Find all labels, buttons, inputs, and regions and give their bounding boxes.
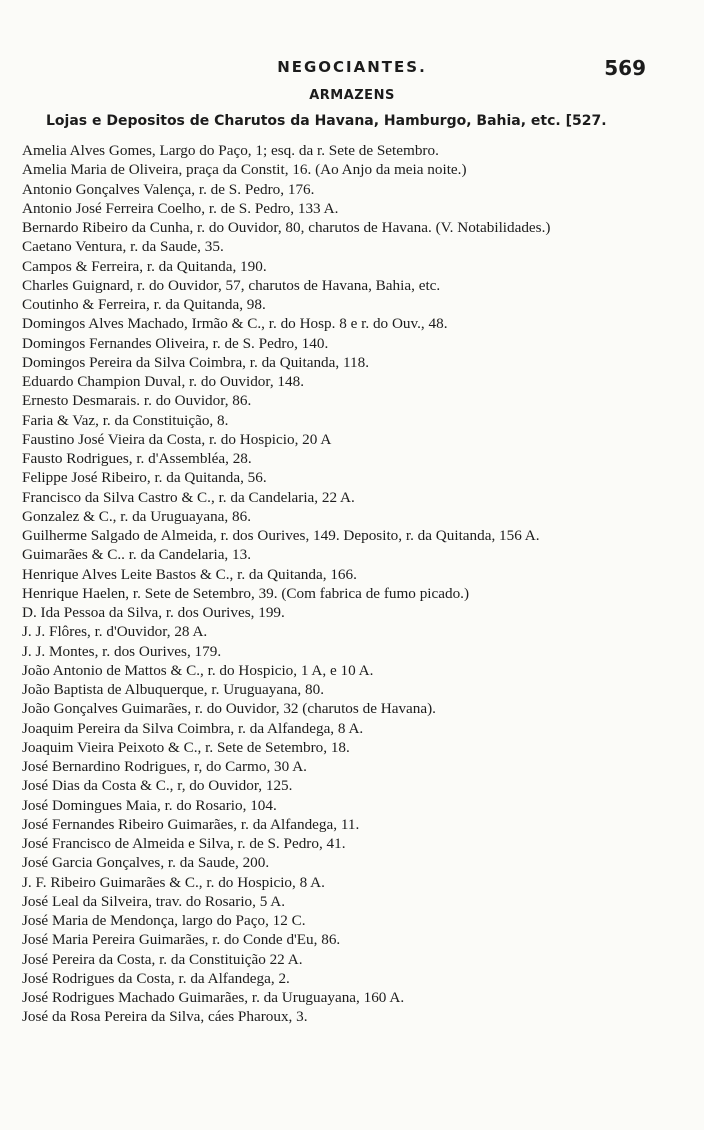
directory-entry: D. Ida Pessoa da Silva, r. dos Ourives, 199. [22, 604, 285, 621]
directory-entry: João Antonio de Mattos & C., r. do Hospicio, 1 A, e 10 A. [22, 661, 374, 679]
directory-entry: José da Rosa Pereira da Silva, cáes Pharoux, 3. [22, 1008, 308, 1026]
directory-entry: Joaquim Vieira Peixoto & C., r. Sete de Setembro, 18. [22, 738, 350, 756]
directory-entry: José Rodrigues Machado Guimarães, r. da Uruguayana, 160 A. [22, 989, 405, 1006]
directory-entry: Antonio José Ferreira Coelho, r. de S. Pedro, 133 A. [22, 199, 339, 217]
directory-entry: Henrique Haelen, r. Sete de Setembro, 39. (Com fabrica de fumo picado.) [22, 584, 470, 602]
directory-entry: José Maria Pereira Guimarães, r. do Conde d'Eu, 86. [22, 931, 341, 949]
directory-entry: Henrique Alves Leite Bastos & C., r. da Quitanda, 166. [22, 565, 357, 583]
directory-entry: Ernesto Desmarais. r. do Ouvidor, 86. [22, 392, 252, 410]
directory-entry: Fausto Rodrigues, r. d'Assembléa, 28. [22, 450, 252, 467]
directory-entry: Antonio Gonçalves Valença, r. de S. Pedro, 176. [22, 180, 315, 198]
directory-entry: João Baptista de Albuquerque, r. Uruguayana, 80. [22, 681, 324, 698]
directory-entry: Gonzalez & C., r. da Uruguayana, 86. [22, 507, 252, 525]
directory-entry: J. J. Montes, r. dos Ourives, 179. [22, 642, 222, 660]
directory-entry: Eduardo Champion Duval, r. do Ouvidor, 148. [22, 373, 305, 390]
running-title: NEGOCIANTES. [277, 58, 427, 76]
directory-entry: Domingos Alves Machado, Irmão & C., r. do Hosp. 8 e r. do Ouv., 48. [22, 315, 448, 333]
entry-list [22, 141, 670, 1027]
directory-entry: José Garcia Gonçalves, r. da Saude, 200. [22, 854, 270, 872]
directory-entry: José Bernardino Rodrigues, r, do Carmo, 30 A. [22, 758, 307, 775]
directory-entry: Francisco da Silva Castro & C., r. da Candelaria, 22 A. [22, 488, 355, 506]
directory-entry: Caetano Ventura, r. da Saude, 35. [22, 238, 224, 256]
directory-entry: Bernardo Ribeiro da Cunha, r. do Ouvidor, 80, charutos de Havana. (V. Notabilidades.) [22, 219, 551, 236]
directory-entry: José Leal da Silveira, trav. do Rosario, 5 A. [22, 892, 286, 910]
directory-entry: Faustino José Vieira da Costa, r. do Hospicio, 20 A [22, 430, 332, 448]
directory-entry: Coutinho & Ferreira, r. da Quitanda, 98. [22, 296, 266, 313]
directory-entry: Felippe José Ribeiro, r. da Quitanda, 56. [22, 469, 267, 487]
section-title: ARMAZENS [309, 88, 395, 103]
directory-entry: Guilherme Salgado de Almeida, r. dos Ourives, 149. Deposito, r. da Quitanda, 156 A. [22, 527, 540, 544]
directory-entry: Campos & Ferreira, r. da Quitanda, 190. [22, 257, 267, 275]
directory-entry: J. J. Flôres, r. d'Ouvidor, 28 A. [22, 623, 208, 641]
directory-entry: José Pereira da Costa, r. da Constituição 22 A. [22, 950, 303, 968]
directory-entry: José Domingues Maia, r. do Rosario, 104. [22, 796, 277, 814]
directory-entry: João Gonçalves Guimarães, r. do Ouvidor, 32 (charutos de Havana). [22, 700, 436, 718]
page-number: 569 [604, 56, 646, 80]
subsection-title: Lojas e Depositos de Charutos da Havana, Hamburgo, Bahia, etc. [527. [46, 113, 607, 129]
directory-entry: Amelia Maria de Oliveira, praça da Constit, 16. (Ao Anjo da meia noite.) [22, 161, 467, 179]
directory-entry: J. F. Ribeiro Guimarães & C., r. do Hospicio, 8 A. [22, 873, 325, 891]
page-header [0, 58, 704, 82]
directory-entry: Charles Guignard, r. do Ouvidor, 57, charutos de Havana, Bahia, etc. [22, 276, 441, 294]
directory-entry: José Rodrigues da Costa, r. da Alfandega, 2. [22, 969, 290, 987]
directory-entry: José Dias da Costa & C., r, do Ouvidor, 125. [22, 777, 293, 795]
directory-entry: Domingos Fernandes Oliveira, r. de S. Pedro, 140. [22, 334, 329, 352]
directory-entry: José Francisco de Almeida e Silva, r. de S. Pedro, 41. [22, 835, 346, 852]
directory-entry: Domingos Pereira da Silva Coimbra, r. da Quitanda, 118. [22, 353, 369, 371]
directory-entry: José Fernandes Ribeiro Guimarães, r. da Alfandega, 11. [22, 815, 360, 833]
directory-entry: Guimarães & C.. r. da Candelaria, 13. [22, 546, 252, 564]
directory-entry: Faria & Vaz, r. da Constituição, 8. [22, 411, 229, 429]
directory-entry: Amelia Alves Gomes, Largo do Paço, 1; esq. da r. Sete de Setembro. [22, 142, 439, 159]
directory-entry: Joaquim Pereira da Silva Coimbra, r. da Alfandega, 8 A. [22, 719, 364, 737]
directory-entry: José Maria de Mendonça, largo do Paço, 12 C. [22, 912, 306, 929]
